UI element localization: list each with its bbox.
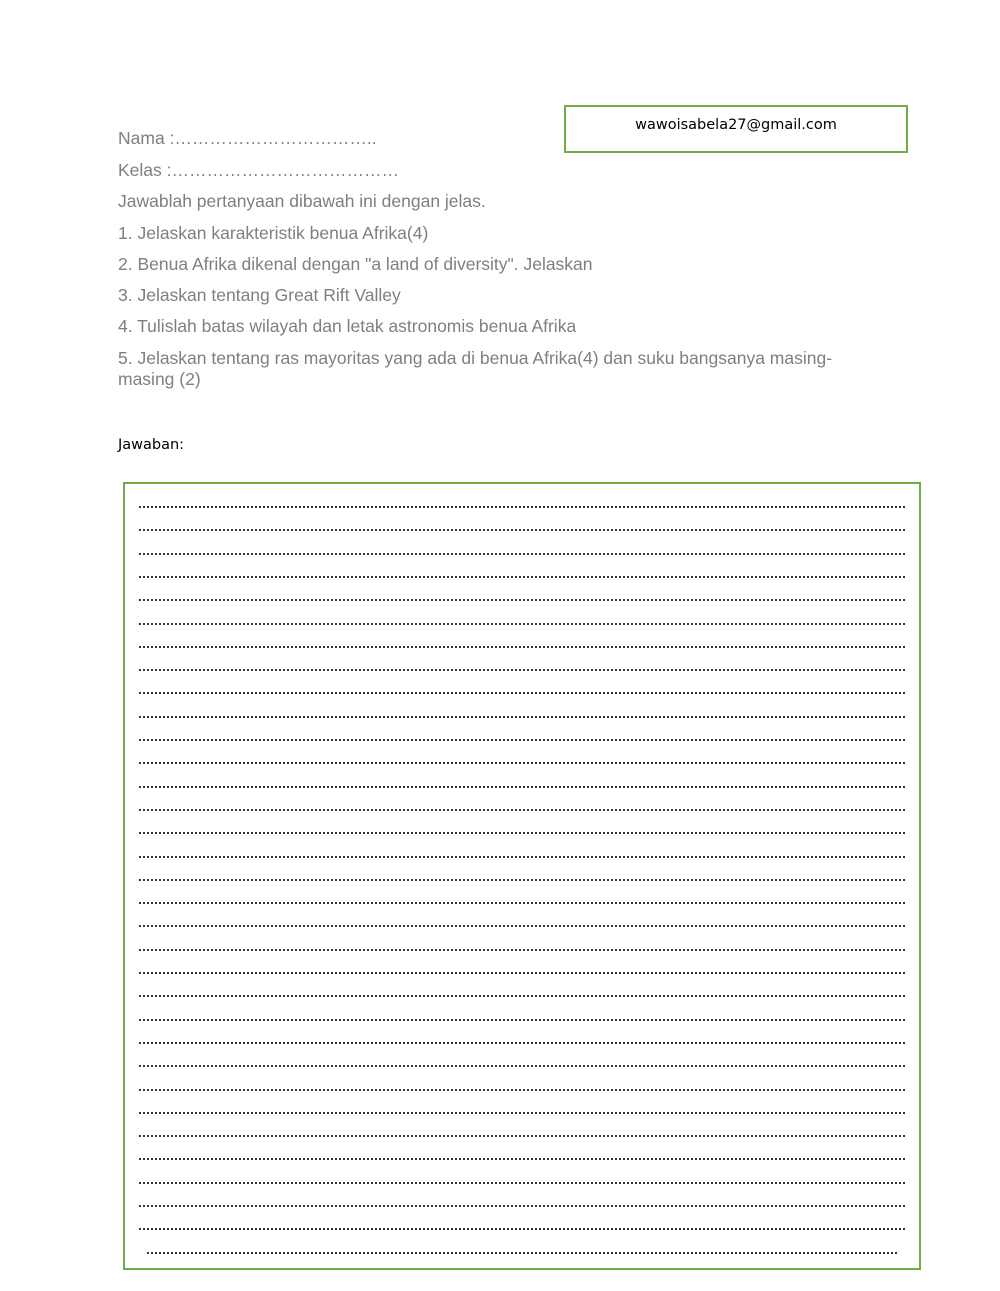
question-4: 4. Tulislah batas wilayah dan letak astronomis benua Afrika xyxy=(118,316,577,336)
email-text: wawoisabela27@gmail.com xyxy=(635,117,837,133)
answer-line xyxy=(147,1252,897,1254)
answer-line xyxy=(139,879,905,881)
answer-line xyxy=(139,1042,905,1044)
question-2: 2. Benua Afrika dikenal dengan "a land of diversity". Jelaskan xyxy=(118,254,593,274)
nama-field: Nama :…………………………….. xyxy=(118,128,377,148)
answer-line xyxy=(139,1089,905,1091)
answer-line xyxy=(139,1112,905,1114)
answer-line xyxy=(139,809,905,811)
answer-label: Jawaban: xyxy=(118,437,185,453)
answer-line xyxy=(139,832,905,834)
question-5: 5. Jelaskan tentang ras mayoritas yang ada di benua Afrika(4) dan suku bangsanya masing-masing (2) xyxy=(118,348,833,389)
answer-line xyxy=(139,902,905,904)
answer-line xyxy=(139,925,905,927)
answer-line xyxy=(139,995,905,997)
answer-line xyxy=(139,762,905,764)
answer-line xyxy=(139,1019,905,1021)
answer-line xyxy=(139,623,905,625)
answer-line xyxy=(139,646,905,648)
instruction-text: Jawablah pertanyaan dibawah ini dengan jelas. xyxy=(118,191,486,211)
email-box xyxy=(564,105,908,153)
answer-line xyxy=(139,716,905,718)
answer-line xyxy=(139,1182,905,1184)
answer-line xyxy=(139,1205,905,1207)
answer-line xyxy=(139,739,905,741)
answer-line xyxy=(139,529,905,531)
answer-box[interactable] xyxy=(123,482,921,1270)
answer-line xyxy=(139,1228,905,1230)
answer-line xyxy=(139,576,905,578)
answer-line xyxy=(139,1065,905,1067)
answer-line xyxy=(139,786,905,788)
answer-line xyxy=(139,692,905,694)
answer-line xyxy=(139,599,905,601)
question-3: 3. Jelaskan tentang Great Rift Valley xyxy=(118,285,401,305)
answer-line xyxy=(139,1135,905,1137)
answer-line xyxy=(139,669,905,671)
answer-line xyxy=(139,506,905,508)
answer-line xyxy=(139,856,905,858)
answer-line xyxy=(139,972,905,974)
answer-line xyxy=(139,553,905,555)
question-1: 1. Jelaskan karakteristik benua Afrika(4) xyxy=(118,223,429,243)
answer-line xyxy=(139,1158,905,1160)
kelas-field: Kelas :………………………………… xyxy=(118,160,399,180)
answer-line xyxy=(139,949,905,951)
